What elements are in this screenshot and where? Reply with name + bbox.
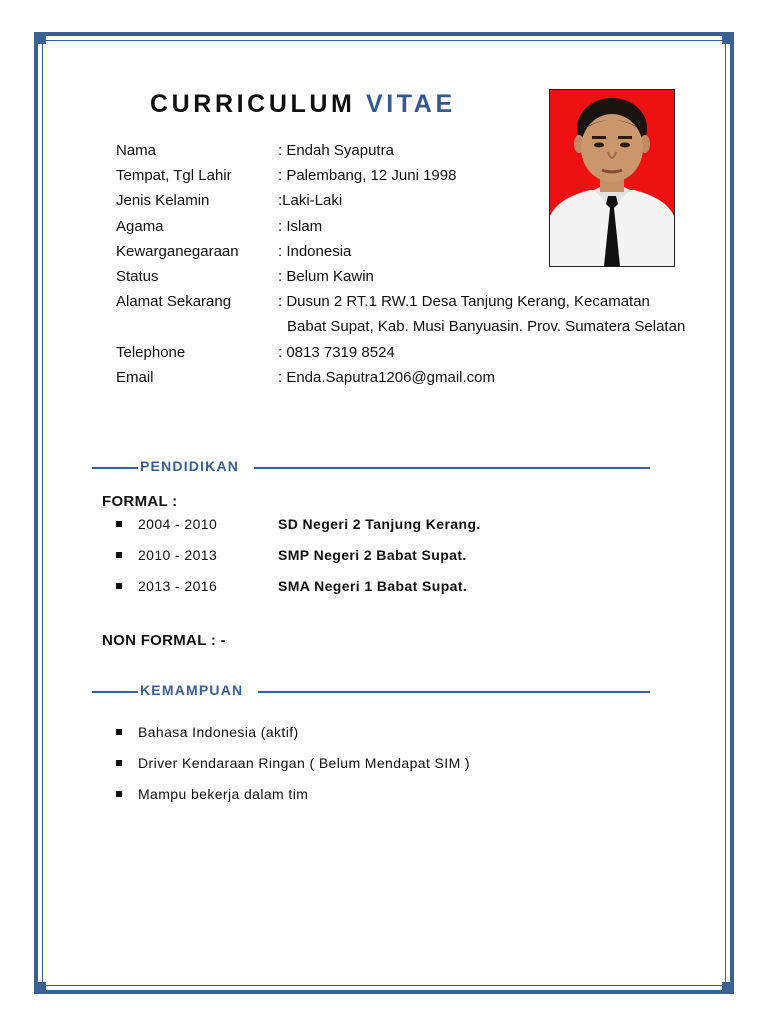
bullet-icon [116, 583, 122, 589]
info-label: Agama [116, 217, 164, 235]
title-accent: VITAE [365, 90, 456, 118]
list-item [116, 578, 467, 594]
edu-school: SD Negeri 2 Tanjung Kerang. [278, 516, 481, 532]
personal-info [116, 138, 696, 390]
title-main: CURRICULUM [150, 90, 356, 118]
border-corner [722, 32, 734, 44]
info-row-birth [116, 163, 696, 188]
list-item [116, 547, 467, 563]
border-corner [34, 32, 46, 44]
section-title: PENDIDIKAN [140, 458, 240, 474]
list-item [116, 724, 299, 740]
skill-text: Bahasa Indonesia (aktif) [138, 724, 299, 740]
edu-years: 2010 - 2013 [138, 547, 218, 563]
heading-rule [258, 691, 650, 693]
bullet-icon [116, 729, 122, 735]
info-value: : Belum Kawin [278, 268, 374, 286]
info-value: : Indonesia [278, 242, 352, 260]
list-item [116, 516, 481, 532]
info-row-address [116, 289, 696, 339]
info-row-nationality [116, 239, 696, 264]
page-title [150, 90, 456, 119]
info-label: Jenis Kelamin [116, 192, 210, 210]
info-label: Status [116, 268, 159, 286]
list-item [116, 786, 308, 802]
info-label: Kewarganegaraan [116, 242, 239, 260]
info-row-gender [116, 188, 696, 213]
info-label: Telephone [116, 343, 186, 361]
nonformal-label: NON FORMAL : - [102, 632, 226, 649]
formal-label: FORMAL : [102, 493, 178, 510]
border-corner [722, 982, 734, 994]
info-value: :Laki-Laki [278, 192, 343, 210]
heading-rule [254, 467, 650, 469]
bullet-icon [116, 552, 122, 558]
bullet-icon [116, 760, 122, 766]
info-row-telephone [116, 340, 696, 365]
section-heading-skills [92, 681, 650, 701]
info-row-nama [116, 138, 696, 163]
info-value: : 0813 7319 8524 [278, 343, 395, 361]
skill-text: Driver Kendaraan Ringan ( Belum Mendapat SIM ) [138, 755, 470, 771]
info-value: : Islam [278, 217, 323, 235]
heading-rule [92, 467, 138, 469]
info-value: : Palembang, 12 Juni 1998 [278, 167, 457, 185]
info-row-status [116, 264, 696, 289]
edu-school: SMP Negeri 2 Babat Supat. [278, 547, 467, 563]
info-row-religion [116, 214, 696, 239]
heading-rule [92, 691, 138, 693]
bullet-icon [116, 791, 122, 797]
info-value: : Dusun 2 RT.1 RW.1 Desa Tanjung Kerang, Kecamatan Babat Supat, Kab. Musi Banyuasin. Prov. Sumatera Selatan [278, 293, 686, 336]
info-label: Tempat, Tgl Lahir [116, 167, 232, 185]
info-row-email [116, 365, 696, 390]
skill-text: Mampu bekerja dalam tim [138, 786, 309, 802]
edu-school: SMA Negeri 1 Babat Supat. [278, 578, 468, 594]
border-corner [34, 982, 46, 994]
list-item [116, 755, 470, 771]
bullet-icon [116, 521, 122, 527]
info-label: Email [116, 368, 154, 386]
section-heading-education [92, 457, 650, 477]
edu-years: 2013 - 2016 [138, 578, 218, 594]
section-title: KEMAMPUAN [140, 682, 244, 698]
info-label: Nama [116, 142, 157, 159]
info-value: : Endah Syaputra [278, 142, 394, 159]
info-value: : Enda.Saputra1206@gmail.com [278, 368, 496, 386]
edu-years: 2004 - 2010 [138, 516, 218, 532]
info-label: Alamat Sekarang [116, 293, 232, 311]
